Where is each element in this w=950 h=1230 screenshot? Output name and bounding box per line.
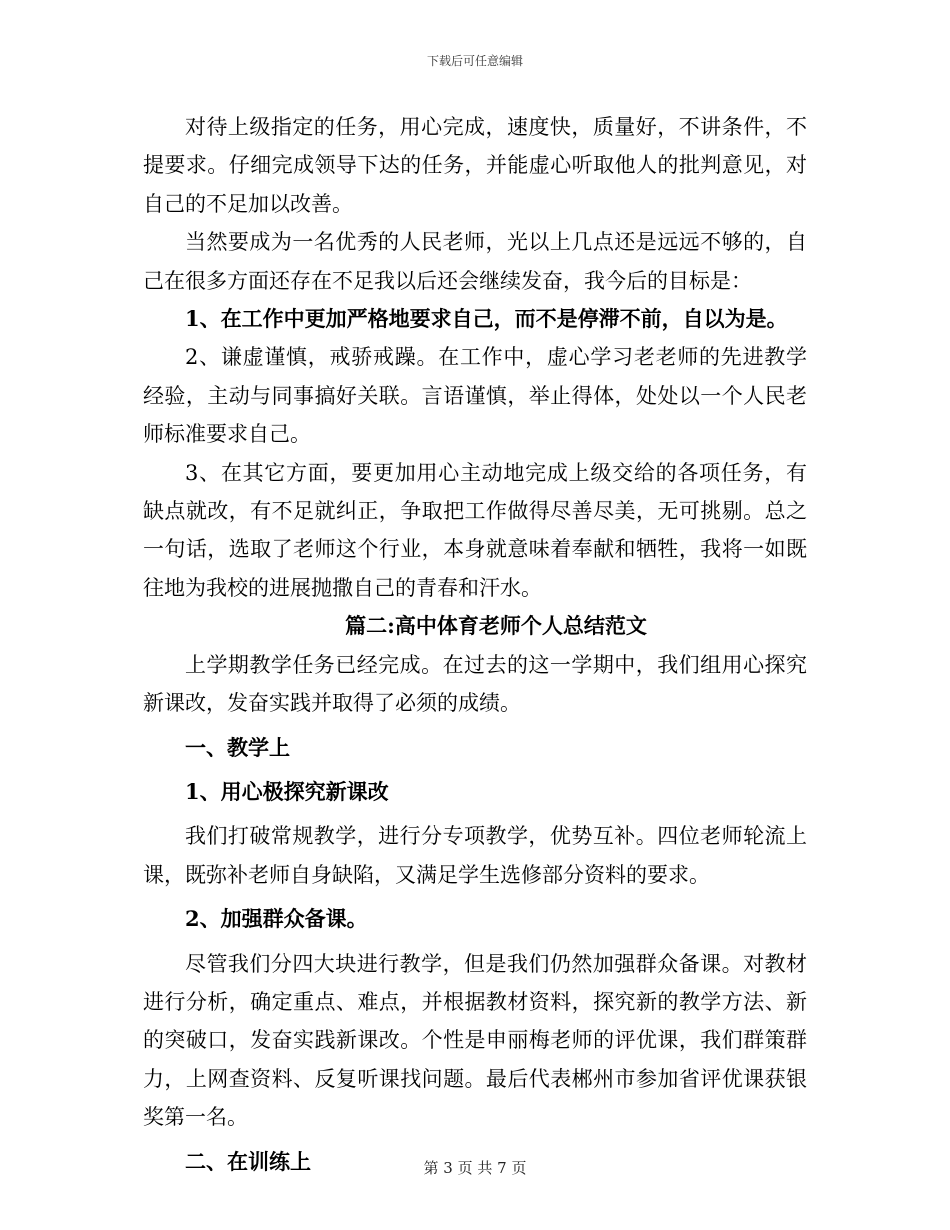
paragraph: 对待上级指定的任务，用心完成，速度快，质量好，不讲条件，不提要求。仔细完成领导下达的任务，并能虚心听取他人的批判意见，对自己的不足加以改善。 xyxy=(143,115,807,216)
numbered-goal-1: 1、在工作中更加严格地要求自己，而不是停滞不前，自以为是。 xyxy=(185,306,788,332)
numbered-goal-2: 2、谦虚谨慎，戒骄戒躁。在工作中，虚心学习老老师的先进教学经验，主动与同事搞好关联。言语谨慎，举止得体，处处以一个人民老师标准要求自己。 xyxy=(143,345,807,447)
document-body xyxy=(143,108,807,1181)
subheading-group-lesson-prep: 2、加强群众备课。 xyxy=(185,906,368,932)
paragraph: 当然要成为一名优秀的人民老师，光以上几点还是远远不够的，自己在很多方面还存在不足我以后还会继续发奋，我今后的目标是： xyxy=(143,230,807,293)
paragraph: 我们打破常规教学，进行分专项教学，优势互补。四位老师轮流上课，既弥补老师自身缺陷，又满足学生选修部分资料的要求。 xyxy=(143,824,807,887)
paragraph: 上学期教学任务已经完成。在过去的这一学期中，我们组用心探究新课改，发奋实践并取得了必须的成绩。 xyxy=(143,652,807,716)
page-footer: 第 3 页 共 7 页 xyxy=(423,1159,527,1177)
numbered-goal-3: 3、在其它方面，要更加用心主动地完成上级交给的各项任务，有缺点就改，有不足就纠正，争取把工作做得尽善尽美，无可挑剔。总之一句话，选取了老师这个行业，本身就意味着奉献和牺牲，我将一如既往地为我校的进展抛撒自己的青春和汗水。 xyxy=(143,460,807,600)
heading-teaching: 一、教学上 xyxy=(185,734,290,760)
page-header: 下载后可任意编辑 xyxy=(426,54,523,68)
paragraph: 尽管我们分四大块进行教学，但是我们仍然加强群众备课。对教材进行分析，确定重点、难点，并根据教材资料，探究新的教学方法、新的突破口，发奋实践新课改。个性是申丽梅老师的评优课，我们群策群力，上网查资料、反复听课找问题。最后代表郴州市参加省评优课获银奖第一名。 xyxy=(143,951,807,1130)
heading-training: 二、在训练上 xyxy=(185,1148,311,1174)
section-title: 篇二:高中体育老师个人总结范文 xyxy=(345,613,647,639)
subheading-new-curriculum: 1、用心极探究新课改 xyxy=(185,778,389,804)
